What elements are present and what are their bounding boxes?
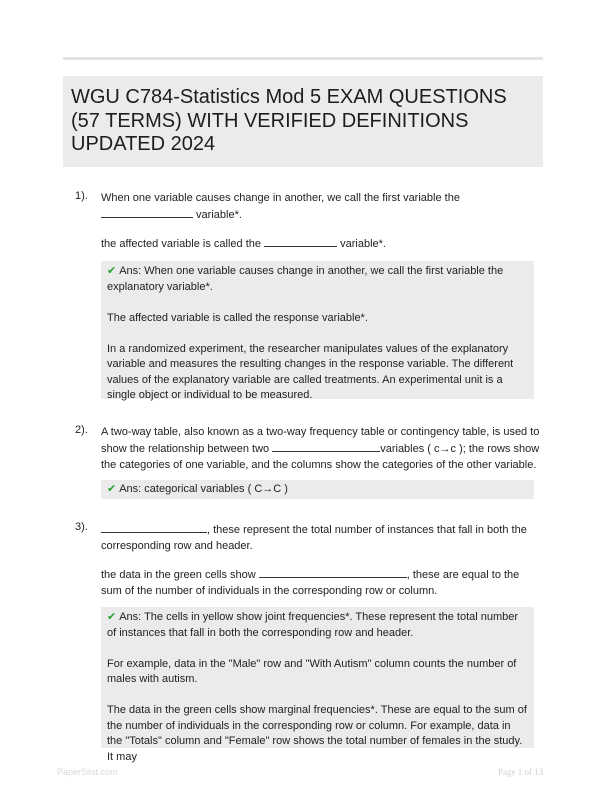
answer-text: Ans: When one variable causes change in another, we call the first variable the explanatory variable*. [107,265,504,293]
question-number: 1). [75,190,88,202]
top-rule [63,57,543,60]
page-number: Page 1 of 13 [498,767,544,777]
answer-box [101,480,534,499]
answer-blank [101,206,193,218]
question-text [101,424,541,473]
question-line: When one variable causes change in another, we call the first variable the [101,192,460,204]
check-icon: ✔ [107,483,117,495]
answer-box [101,261,534,399]
question-line: A two-way table, also known as a two-way frequency table or contingency table, is used to show the relationship between two [101,426,540,455]
answer-text: The affected variable is called the response variable*. [107,311,368,324]
answer-text: For example, data in the "Male" row and "With Autism" column counts the number of males with autism. [107,657,517,685]
answer-box [101,607,534,763]
question-line: the data in the green cells show [101,569,259,581]
question-number: 2). [75,424,88,436]
document-title: WGU C784-Statistics Mod 5 EXAM QUESTIONS (57 TERMS) WITH VERIFIED DEFINITIONS UPDATED 2024 [71,86,507,155]
question-text [101,521,541,554]
check-icon: ✔ [107,265,117,277]
footer-watermark: PaperSlist.com [57,767,118,777]
answer-blank [101,521,207,533]
answer-text: Ans: The cells in yellow show joint frequencies*. These represent the total number of instances that fall in both the corresponding row and header. [107,611,519,639]
question-text [101,190,541,223]
question-line: , these represent the total number of instances that fall in both the corresponding row and header. [101,524,527,552]
question-line: variable*. [193,209,242,221]
answer-blank [259,566,407,578]
question-number: 3). [75,521,88,533]
answer-blank [264,235,337,247]
title-box [63,76,543,167]
check-icon: ✔ [107,611,117,623]
answer-blank [272,440,380,452]
question-text [101,566,541,599]
answer-text: In a randomized experiment, the researcher manipulates values of the explanatory variable and measures the resulting changes in the response variable. The different values of the explanatory variable are called treatments. An experimental unit is a single object or individual to be measured. [107,342,514,401]
answer-text: Ans: categorical variables ( C→C ) [119,483,288,495]
question-line: the affected variable is called the [101,238,265,250]
question-line: variables ( c→c ); the rows show the categories of one variable, and the columns show the categories of the other variable. [101,443,540,471]
question-text [101,235,541,252]
answer-text: The data in the green cells show marginal frequencies*. These are equal to the sum of the number of individuals in the corresponding row or column. For example, data in the "Totals" column and "Female" row shows the total number of females in the study. It may [107,704,527,763]
question-line: , these are equal to the sum of the number of individuals in the corresponding row or column. [101,569,520,597]
question-line: variable*. [337,238,386,250]
